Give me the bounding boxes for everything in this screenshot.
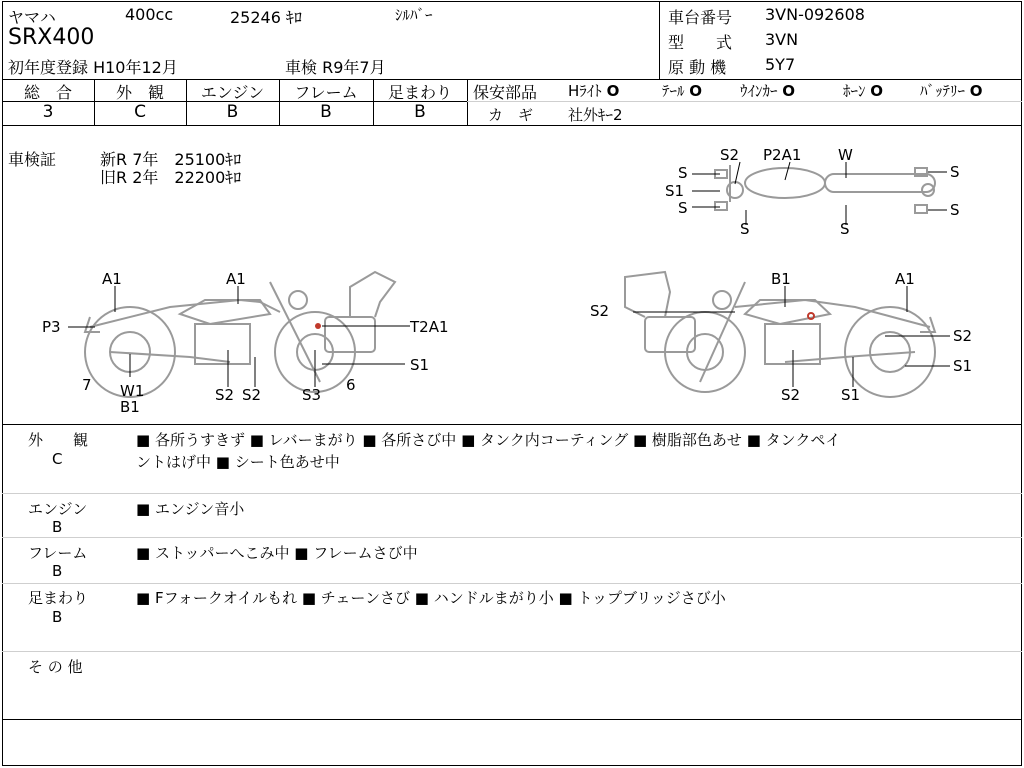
damage-mark [808,313,814,319]
color: ｼﾙﾊﾞｰ [395,6,433,24]
bike-top-view-diagram [660,140,980,240]
safety-item-mark: O [969,82,983,100]
remarks-bottom-line [2,719,1022,720]
first-registration: 初年度登録 H10年12月 [8,58,178,77]
right-label: S2 [953,327,973,345]
safety-item-mark: O [782,82,796,100]
safety-item-name: Hﾗｲﾄ [568,82,602,100]
safety-tail [662,80,702,101]
safety-item-name: ﾎｰﾝ [843,82,866,100]
remarks-divider [2,651,1022,652]
grade-engine-value: B [226,102,239,122]
grades-col-line [467,79,468,125]
safety-item-name: ｳｲﾝｶｰ [740,82,778,100]
maker: ヤマハ [8,8,56,27]
safety-winker [740,80,795,101]
remark-suspension-grade: B [52,608,63,626]
grade-exterior-value: C [134,102,146,122]
left-label: 6 [346,376,356,394]
top-label: S [950,201,960,219]
remark-frame-grade: B [52,562,63,580]
safety-item-mark: O [606,82,620,100]
top-label: S2 [720,146,740,164]
engine-code: 5Y7 [765,55,796,74]
top-view-outline [715,165,935,213]
left-label: T2A1 [410,318,449,336]
remark-exterior-category: 外 観 [28,431,89,449]
left-label: B1 [120,398,140,416]
remarks-divider [2,583,1022,584]
safety-item-mark: O [689,82,703,100]
grade-engine-label: エンジン [200,83,265,102]
safety-item-name: ﾊﾞｯﾃﾘｰ [920,82,966,100]
remark-exterior-grade: C [52,450,63,468]
left-label: A1 [102,270,122,288]
safety-item-mark: O [870,82,884,100]
safety-headlight [568,80,619,101]
grade-overall-value: 3 [42,102,54,122]
key-value: 社外ｷｰ2 [568,106,623,124]
safety-battery [920,80,983,101]
top-label: S [840,220,850,238]
right-label: B1 [771,270,791,288]
right-label: A1 [895,270,915,288]
shaken-new: 新R 7年 25100ｷﾛ [100,150,242,169]
remark-engine-category: エンジン [28,500,88,518]
remarks-top-line [2,424,1022,425]
bike-right-view-diagram [585,262,1005,422]
top-label: S [678,164,688,182]
remark-other-category: そ の 他 [28,658,83,676]
right-label: S1 [953,357,973,375]
remark-exterior-line2: ントはげ中 ■ シート色あせ中 [136,453,340,471]
right-label: S2 [781,386,801,404]
remark-engine-line1: ■ エンジン音小 [136,500,245,518]
shaken-label: 車検証 [8,150,57,169]
bike-left-view-diagram [30,262,480,422]
remark-suspension-line1: ■ Fフォークオイルもれ ■ チェーンさび ■ ハンドルまがり小 ■ トップブリッジさび小 [136,589,726,607]
mileage: 25246 ｷﾛ [230,8,302,27]
left-label: S1 [410,356,430,374]
grade-suspension-label: 足まわり [387,83,452,102]
safety-horn [843,80,883,101]
remarks-divider [2,537,1022,538]
grade-frame-label: フレーム [294,83,358,102]
left-label: P3 [42,318,61,336]
key-label: カ ギ [488,106,534,124]
top-label: S [740,220,750,238]
left-label: 7 [82,376,92,394]
grade-exterior-label: 外 観 [115,83,164,102]
shaken-old: 旧R 2年 22200ｷﾛ [100,168,242,187]
top-label: S [950,163,960,181]
remark-engine-grade: B [52,518,63,536]
right-view-outline [625,272,935,397]
damage-mark [315,323,321,329]
safety-label: 保安部品 [473,83,538,102]
top-label: S1 [665,182,685,200]
grade-suspension-value: B [414,102,426,122]
top-label: W [838,146,853,164]
remark-exterior-line1: ■ 各所うすきず ■ レバーまがり ■ 各所さび中 ■ タンク内コーティング ■ 樹脂部色あせ ■ タンクペイ [136,431,841,449]
right-label: S2 [590,302,610,320]
remark-frame-category: フレーム [28,544,88,562]
left-label: S2 [242,386,262,404]
frame-number: 3VN-092608 [765,5,865,24]
left-label: A1 [226,270,246,288]
frame-number-label: 車台番号 [668,8,733,27]
model-name: SRX400 [8,25,95,50]
safety-mid-line [467,101,1022,102]
header-divider [659,1,660,79]
grade-overall-label: 総 合 [23,83,72,102]
grade-frame-value: B [320,102,332,122]
left-label: W1 [120,382,145,400]
engine-label: 原 動 機 [668,58,727,77]
model-code-label: 型 式 [668,33,733,52]
remark-frame-line1: ■ ストッパーへこみ中 ■ フレームさび中 [136,544,418,562]
grades-bottom-line [2,125,1022,126]
right-label: S1 [841,386,861,404]
remarks-divider [2,493,1022,494]
displacement: 400cc [125,5,174,24]
top-label: P2A1 [763,146,802,164]
inspection-date: 車検 R9年7月 [285,58,386,77]
remark-suspension-category: 足まわり [28,589,89,607]
safety-item-name: ﾃｰﾙ [662,82,685,100]
left-label: S2 [215,386,235,404]
top-label: S [678,199,688,217]
model-code: 3VN [765,30,799,49]
left-label: S3 [302,386,322,404]
